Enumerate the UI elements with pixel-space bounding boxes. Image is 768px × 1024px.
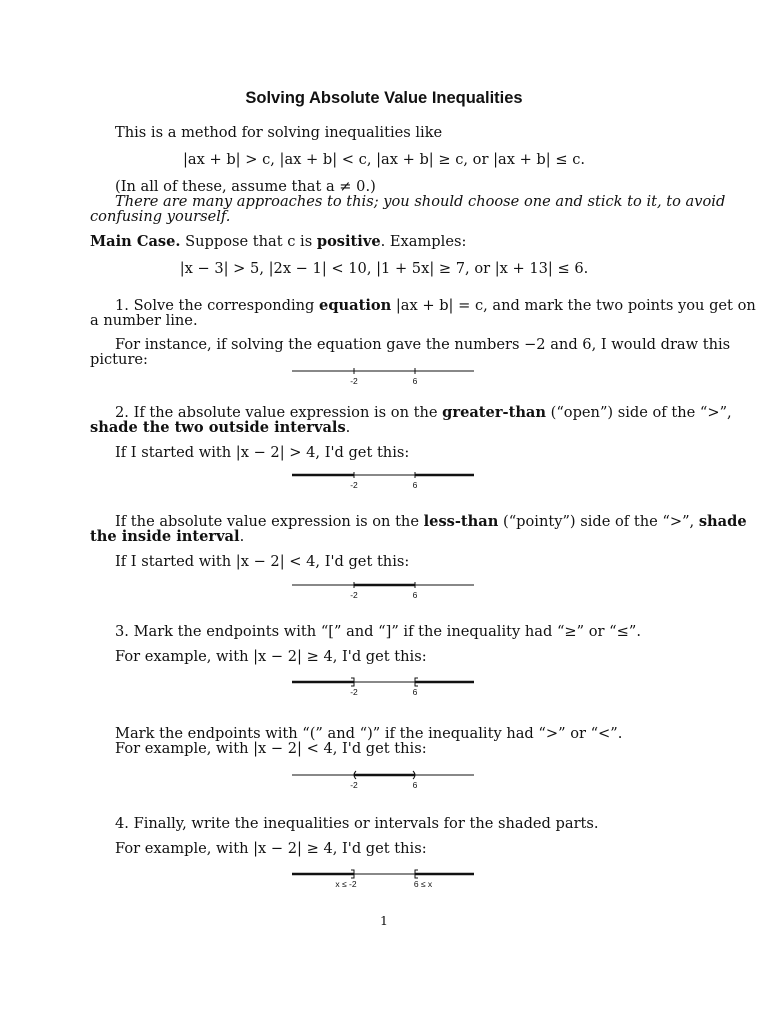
step1-text-end: |ax + b| = c, and mark the two points you get on [391, 297, 756, 314]
nl2-right-label: 6 [412, 480, 418, 490]
number-line-3 [292, 580, 474, 602]
step2-bold-2: shade the two outside intervals [90, 419, 346, 436]
step1-line-2: a number line. [90, 312, 198, 329]
main-case-examples: |x − 3| > 5, |2x − 1| < 10, |1 + 5x| ≥ 7, or |x + 13| ≤ 6. [179, 260, 589, 277]
step2-period: . [345, 419, 351, 436]
intro-text: This is a method for solving inequalities like [115, 124, 443, 141]
step2b-line-2 [90, 529, 244, 545]
number-line-2 [292, 470, 474, 492]
step2-bold: greater-than [442, 404, 546, 421]
nl4-right-label: 6 [412, 687, 418, 697]
nl5-left-label: -2 [350, 780, 358, 790]
advice-line-2: confusing yourself. [90, 208, 231, 225]
step2b-text: If the absolute value expression is on the [115, 513, 419, 530]
step2b-bold: less-than [423, 513, 499, 530]
main-case-text: Suppose that c is [185, 233, 313, 250]
step3-example: For example, with |x − 2| ≥ 4, I'd get this: [115, 648, 427, 665]
main-case-positive: positive [316, 233, 381, 250]
nl6-left-label: x ≤ -2 [335, 879, 357, 889]
main-case-heading: Main Case. [90, 233, 181, 250]
step2-text: 2. If the absolute value expression is on the [115, 404, 438, 421]
step2-example: If I started with |x − 2| > 4, I'd get this: [115, 444, 410, 461]
step2b-text-end: (“pointy”) side of the “>”, [503, 513, 695, 530]
nl3-right-label: 6 [412, 590, 418, 600]
nl5-right-label: 6 [412, 780, 418, 790]
number-line-4 [292, 677, 474, 699]
step2b-bold-2: the inside interval [90, 528, 240, 545]
advice-line-1: There are many approaches to this; you should choose one and stick to it, to avoid [115, 193, 726, 210]
step3b-line-1: Mark the endpoints with “(” and “)” if the inequality had “>” or “<”. [115, 725, 623, 742]
step1-text: 1. Solve the corresponding [115, 297, 315, 314]
step3-line-1: 3. Mark the endpoints with “[” and “]” if the inequality had “≥” or “≤”. [115, 623, 641, 640]
step3b-example: For example, with |x − 2| < 4, I'd get this: [115, 740, 427, 757]
page-number: 1 [380, 913, 388, 928]
step4-example: For example, with |x − 2| ≥ 4, I'd get this: [115, 840, 427, 857]
number-line-5 [292, 770, 474, 792]
main-case-paragraph [90, 234, 466, 250]
step2b-bold-shade: shade [698, 513, 747, 530]
step2-line-2 [90, 420, 350, 436]
assumption-note: (In all of these, assume that a ≠ 0.) [115, 178, 376, 195]
nl6-right-label: 6 ≤ x [413, 879, 433, 889]
step1-instance-2: picture: [90, 351, 148, 368]
nl1-right-label: 6 [412, 376, 418, 386]
inequality-forms: |ax + b| > c, |ax + b| < c, |ax + b| ≥ c, or |ax + b| ≤ c. [182, 151, 586, 168]
step2b-period: . [239, 528, 245, 545]
step1-instance-1: For instance, if solving the equation gave the numbers −2 and 6, I would draw this [115, 336, 731, 353]
nl4-left-label: -2 [350, 687, 358, 697]
step2b-example: If I started with |x − 2| < 4, I'd get this: [115, 553, 410, 570]
nl2-left-label: -2 [350, 480, 358, 490]
step1-line-1 [115, 298, 756, 314]
step4-line-1: 4. Finally, write the inequalities or intervals for the shaded parts. [115, 815, 599, 832]
nl1-left-label: -2 [350, 376, 358, 386]
number-line-6 [292, 869, 474, 891]
step1-bold: equation [319, 297, 392, 314]
main-case-text-end: . Examples: [380, 233, 467, 250]
page-title: Solving Absolute Value Inequalities [245, 89, 523, 107]
nl3-left-label: -2 [350, 590, 358, 600]
number-line-1 [292, 366, 474, 388]
step2-text-end: (“open”) side of the “>”, [550, 404, 732, 421]
